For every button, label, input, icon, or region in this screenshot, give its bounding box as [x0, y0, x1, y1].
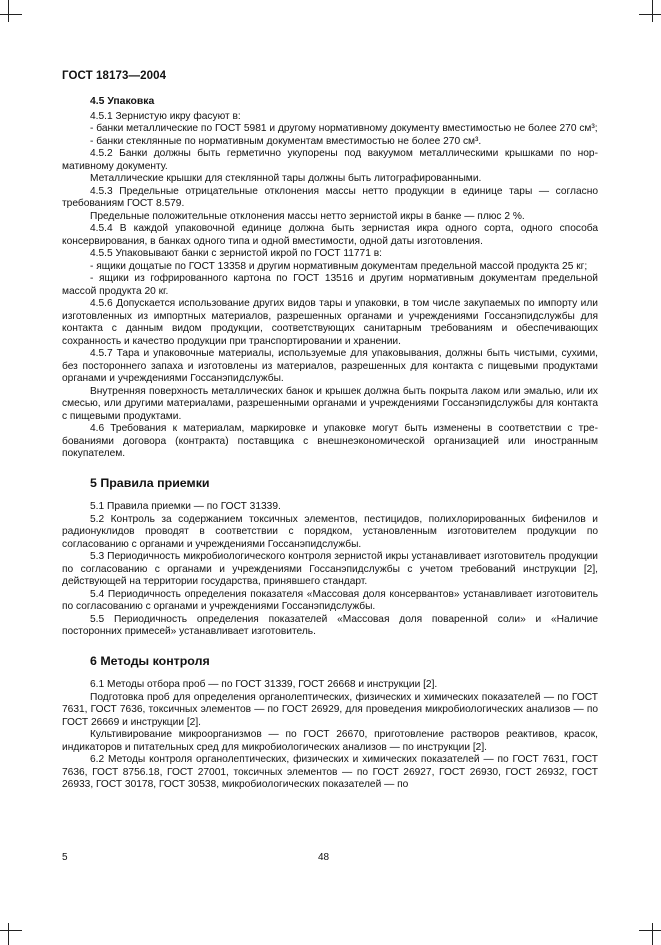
paragraph: 4.5.5 Упаковывают банки с зернистой икрой по ГОСТ 11771 в: — [90, 248, 382, 259]
paragraph: Культивирование микроорганизмов — по ГОСТ 26670, приготовление растворов реактивов, красок, индикаторов и питательных сред для микробиологических анализов — по инструкции [2]. — [62, 729, 598, 753]
crop-mark-top-left-h — [0, 14, 22, 15]
page-number: 48 — [318, 852, 330, 863]
document-body — [62, 96, 598, 792]
subsection-heading: 4.5 Упаковка — [90, 96, 155, 107]
paragraph: 5.2 Контроль за содержанием токсичных элементов, пестицидов, полихлорированных бифенилов и радионуклидов проводят в соответствии с порядком, установленным изготовителем продукции по согласованию с органами и учреждениями Госсанэпидслужбы. — [62, 513, 598, 550]
paragraph: Подготовка проб для определения органолептических, физических и химических показателей — по ГОСТ 7631, ГОСТ 7636, токсичных элементов — по ГОСТ 26929, для проведения микробиологических анализов — по ГОСТ 26669 и инструкции [2]. — [62, 691, 598, 728]
crop-mark-top-right-h — [639, 14, 661, 15]
paragraph: 4.5.3 Предельные отрицательные отклонения массы нетто продукции в единице тары — согласно требованиям ГОСТ 8.579. — [62, 185, 598, 209]
crop-mark-bottom-left-v — [8, 923, 9, 945]
paragraph: 4.6 Требования к материалам, маркировке и упаковке могут быть изменены в соответствии с требованиями договора (контракта) поставщика с внешнеэкономической организацией или иностранным покупателем. — [62, 423, 598, 459]
paragraph: 6.2 Методы контроля органолептических, физических и химических показателей — по ГОСТ 7631, ГОСТ 7636, ГОСТ 8756.18, ГОСТ 27001, токсичных элементов — по ГОСТ 26927, ГОСТ 26930, ГОСТ 26932, ГОСТ 26933, ГОСТ 30178, ГОСТ 30538, микробиологических показателей — по — [62, 754, 598, 790]
page-footer-left: 5 — [62, 852, 68, 863]
document-header: ГОСТ 18173—2004 — [62, 70, 167, 82]
crop-mark-bottom-right-v — [652, 923, 653, 945]
crop-mark-bottom-left-h — [0, 930, 22, 931]
paragraph: 5.1 Правила приемки — по ГОСТ 31339. — [90, 501, 281, 512]
paragraph: Внутренняя поверхность металлических банок и крышек должна быть покрыта лаком или эмалью, или их смесью, или другими материалами, разрешенными органами и учреждениями Госсанэпидслужбы для контакта с пищевыми продуктами. — [62, 385, 598, 422]
paragraph: 6.1 Методы отбора проб — по ГОСТ 31339, ГОСТ 26668 и инструкции [2]. — [90, 679, 438, 690]
paragraph: 4.5.2 Банки должны быть герметично укупорены под вакуумом металлическими крышками по нормативному документу. — [62, 148, 598, 172]
paragraph: 4.5.4 В каждой упаковочной единице должна быть зернистая икра одного сорта, одного способа консервирования, в банках одного типа и одной вместимости, одной даты изготовления. — [62, 223, 598, 247]
paragraph: 4.5.7 Тара и упаковочные материалы, используемые для упаковывания, должны быть чистыми, сухими, без постороннего запаха и изготовлены из материалов, разрешенных для контакта с пищевыми продуктами органами и учреждениями Госсанэпидслужбы. — [62, 348, 598, 384]
paragraph: - ящики дощатые по ГОСТ 13358 и другим нормативным документам предельной массой продукта 25 кг; — [90, 260, 588, 272]
paragraph: 5.5 Периодичность определения показателей «Массовая доля поваренной соли» и «Наличие посторонних примесей» устанавливает изготовитель. — [62, 613, 598, 637]
crop-mark-bottom-right-h — [639, 930, 661, 931]
paragraph: Металлические крышки для стеклянной тары должны быть литографированными. — [90, 173, 482, 184]
paragraph: - банки металлические по ГОСТ 5981 и другому нормативному документу вместимостью не более 270 см³; — [90, 123, 598, 134]
crop-mark-top-right-v — [652, 0, 653, 22]
paragraph: - банки стеклянные по нормативным документам вместимостью не более 270 см³. — [90, 135, 482, 147]
section-heading: 5 Правила приемки — [90, 475, 210, 490]
paragraph: - ящики из гофрированного картона по ГОСТ 13516 и другим нормативным документам предельной массой продукта 20 кг. — [62, 273, 598, 297]
paragraph: 5.4 Периодичность определения показателя «Массовая доля консервантов» устанавливает изготовитель по согласованию с органами и учреждениями Госсанэпидслужбы. — [62, 588, 598, 612]
paragraph: Предельные положительные отклонения массы нетто зернистой икры в банке — плюс 2 %. — [90, 210, 525, 222]
paragraph: 5.3 Периодичность микробиологического контроля зернистой икры устанавливает изготовитель продукции по согласованию с органами и учреждениями Госсанэпидслужбы с учетом требований инструкции [2], действующей на территории государства, принявшего стандарт. — [62, 551, 598, 587]
paragraph: 4.5.6 Допускается использование других видов тары и упаковки, в том числе закупаемых по импорту или изготовленных из импортных материалов, разрешенных органами и учреждениями Госсанэпидслужбы для контакта с данным видом продукции, соответствующих санитарным требованиям и обеспечивающих сохранность и качество продукции при транспортировании и хранении. — [62, 298, 598, 347]
section-heading: 6 Методы контроля — [90, 653, 210, 668]
crop-mark-top-left-v — [8, 0, 9, 22]
paragraph: 4.5.1 Зернистую икру фасуют в: — [90, 110, 241, 122]
